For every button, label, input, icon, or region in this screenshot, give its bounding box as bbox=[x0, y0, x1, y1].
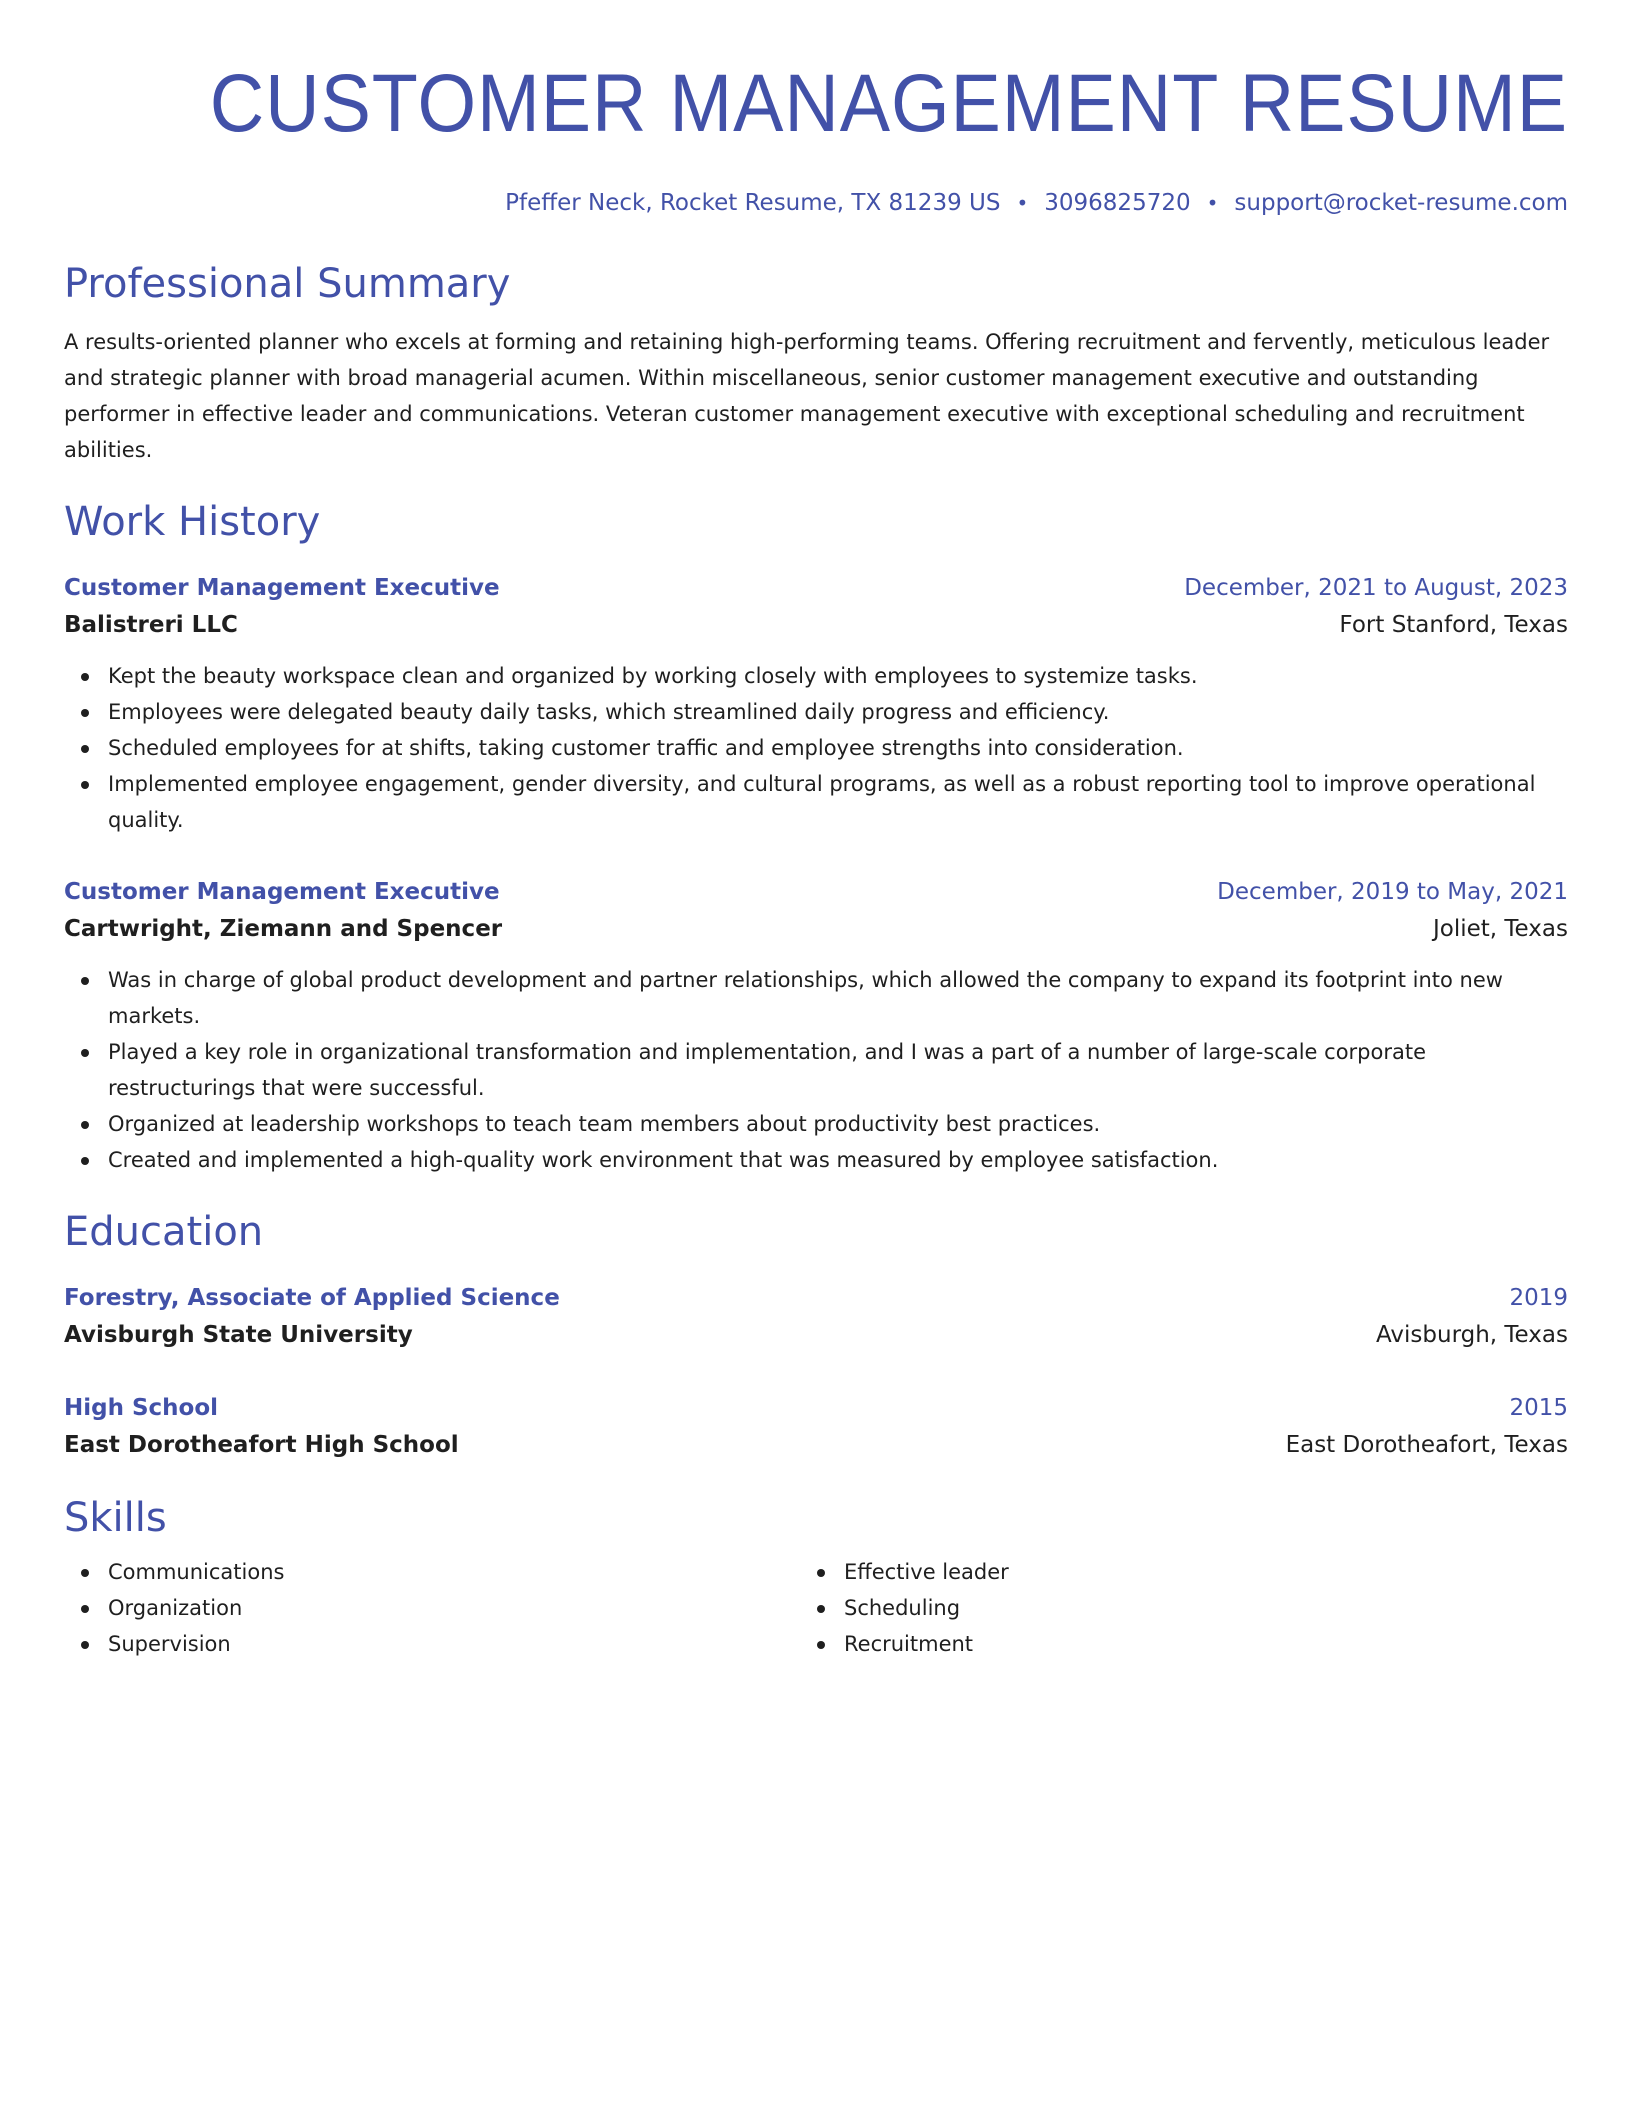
skill-item: Recruitment bbox=[844, 1626, 1536, 1662]
education-degree: High School bbox=[64, 1395, 219, 1421]
skill-item: Scheduling bbox=[844, 1590, 1536, 1626]
education-header-row bbox=[64, 1390, 1568, 1426]
summary-section bbox=[64, 260, 1568, 468]
job-bullets bbox=[64, 962, 1568, 1178]
education-school-row bbox=[64, 1316, 1568, 1354]
work-history-heading: Work History bbox=[64, 499, 321, 545]
education-school: Avisburgh State University bbox=[64, 1322, 413, 1348]
job-company: Cartwright, Ziemann and Spencer bbox=[64, 916, 503, 942]
job-dates: December, 2021 to August, 2023 bbox=[1184, 575, 1568, 601]
job-bullet: Was in charge of global product development and partner relationships, which allowed the company to expand its footprint into new markets. bbox=[108, 962, 1568, 1034]
job-entry bbox=[64, 874, 1568, 1178]
resume-title: CUSTOMER MANAGEMENT RESUME bbox=[209, 58, 1569, 149]
job-location: Joliet, Texas bbox=[1432, 916, 1568, 942]
education-header-row bbox=[64, 1280, 1568, 1316]
skills-column-left bbox=[64, 1554, 800, 1662]
skill-item: Communications bbox=[108, 1554, 800, 1590]
education-school-row bbox=[64, 1426, 1568, 1464]
education-school: East Dorotheafort High School bbox=[64, 1432, 459, 1458]
summary-text: A results-oriented planner who excels at forming and retaining high-performing teams. Offering recruitment and fervently, meticulous leader and strategic planner with broad managerial acumen. Within miscellaneous, senior customer management executive and outstanding performer in effective leader and communications. Veteran customer management executive with exceptional scheduling and recruitment abilities. bbox=[64, 330, 1550, 462]
contact-line bbox=[64, 188, 1568, 218]
education-degree: Forestry, Associate of Applied Science bbox=[64, 1285, 560, 1311]
education-location: East Dorotheafort, Texas bbox=[1285, 1432, 1568, 1458]
education-year: 2015 bbox=[1509, 1395, 1568, 1421]
job-title: Customer Management Executive bbox=[64, 879, 500, 905]
education-entry bbox=[64, 1390, 1568, 1464]
job-bullet: Employees were delegated beauty daily tasks, which streamlined daily progress and efficiency. bbox=[108, 694, 1568, 730]
education-section bbox=[64, 1208, 1568, 1464]
job-company: Balistreri LLC bbox=[64, 612, 238, 638]
skill-item: Effective leader bbox=[844, 1554, 1536, 1590]
job-dates: December, 2019 to May, 2021 bbox=[1217, 879, 1568, 905]
job-entry bbox=[64, 570, 1568, 838]
job-header-row bbox=[64, 570, 1568, 606]
skills-heading: Skills bbox=[64, 1495, 167, 1541]
skills-section bbox=[64, 1494, 1568, 1662]
education-heading: Education bbox=[64, 1209, 264, 1255]
job-bullet: Kept the beauty workspace clean and organized by working closely with employees to systemize tasks. bbox=[108, 658, 1568, 694]
skills-grid bbox=[64, 1554, 1568, 1662]
contact-separator: • bbox=[1206, 191, 1219, 215]
job-bullet: Scheduled employees for at shifts, taking customer traffic and employee strengths into consideration. bbox=[108, 730, 1568, 766]
job-bullet: Organized at leadership workshops to teach team members about productivity best practices. bbox=[108, 1106, 1568, 1142]
skill-item: Supervision bbox=[108, 1626, 800, 1662]
job-bullets bbox=[64, 658, 1568, 838]
skills-column-right bbox=[800, 1554, 1536, 1662]
job-title: Customer Management Executive bbox=[64, 575, 500, 601]
contact-separator: • bbox=[1016, 191, 1029, 215]
work-history-section bbox=[64, 498, 1568, 1178]
education-entry bbox=[64, 1280, 1568, 1354]
job-company-row bbox=[64, 606, 1568, 644]
summary-heading: Professional Summary bbox=[64, 261, 511, 307]
job-bullet: Implemented employee engagement, gender diversity, and cultural programs, as well as a robust reporting tool to improve operational quality. bbox=[108, 766, 1568, 838]
job-company-row bbox=[64, 910, 1568, 948]
job-bullet: Played a key role in organizational transformation and implementation, and I was a part of a number of large-scale corporate restructurings that were successful. bbox=[108, 1034, 1568, 1106]
education-year: 2019 bbox=[1509, 1285, 1568, 1311]
contact-email: support@rocket-resume.com bbox=[1234, 190, 1568, 216]
contact-address: Pfeffer Neck, Rocket Resume, TX 81239 US bbox=[505, 190, 1001, 216]
contact-phone: 3096825720 bbox=[1044, 190, 1191, 216]
skill-item: Organization bbox=[108, 1590, 800, 1626]
education-location: Avisburgh, Texas bbox=[1376, 1322, 1568, 1348]
job-location: Fort Stanford, Texas bbox=[1339, 612, 1568, 638]
job-header-row bbox=[64, 874, 1568, 910]
job-bullet: Created and implemented a high-quality work environment that was measured by employee satisfaction. bbox=[108, 1142, 1568, 1178]
